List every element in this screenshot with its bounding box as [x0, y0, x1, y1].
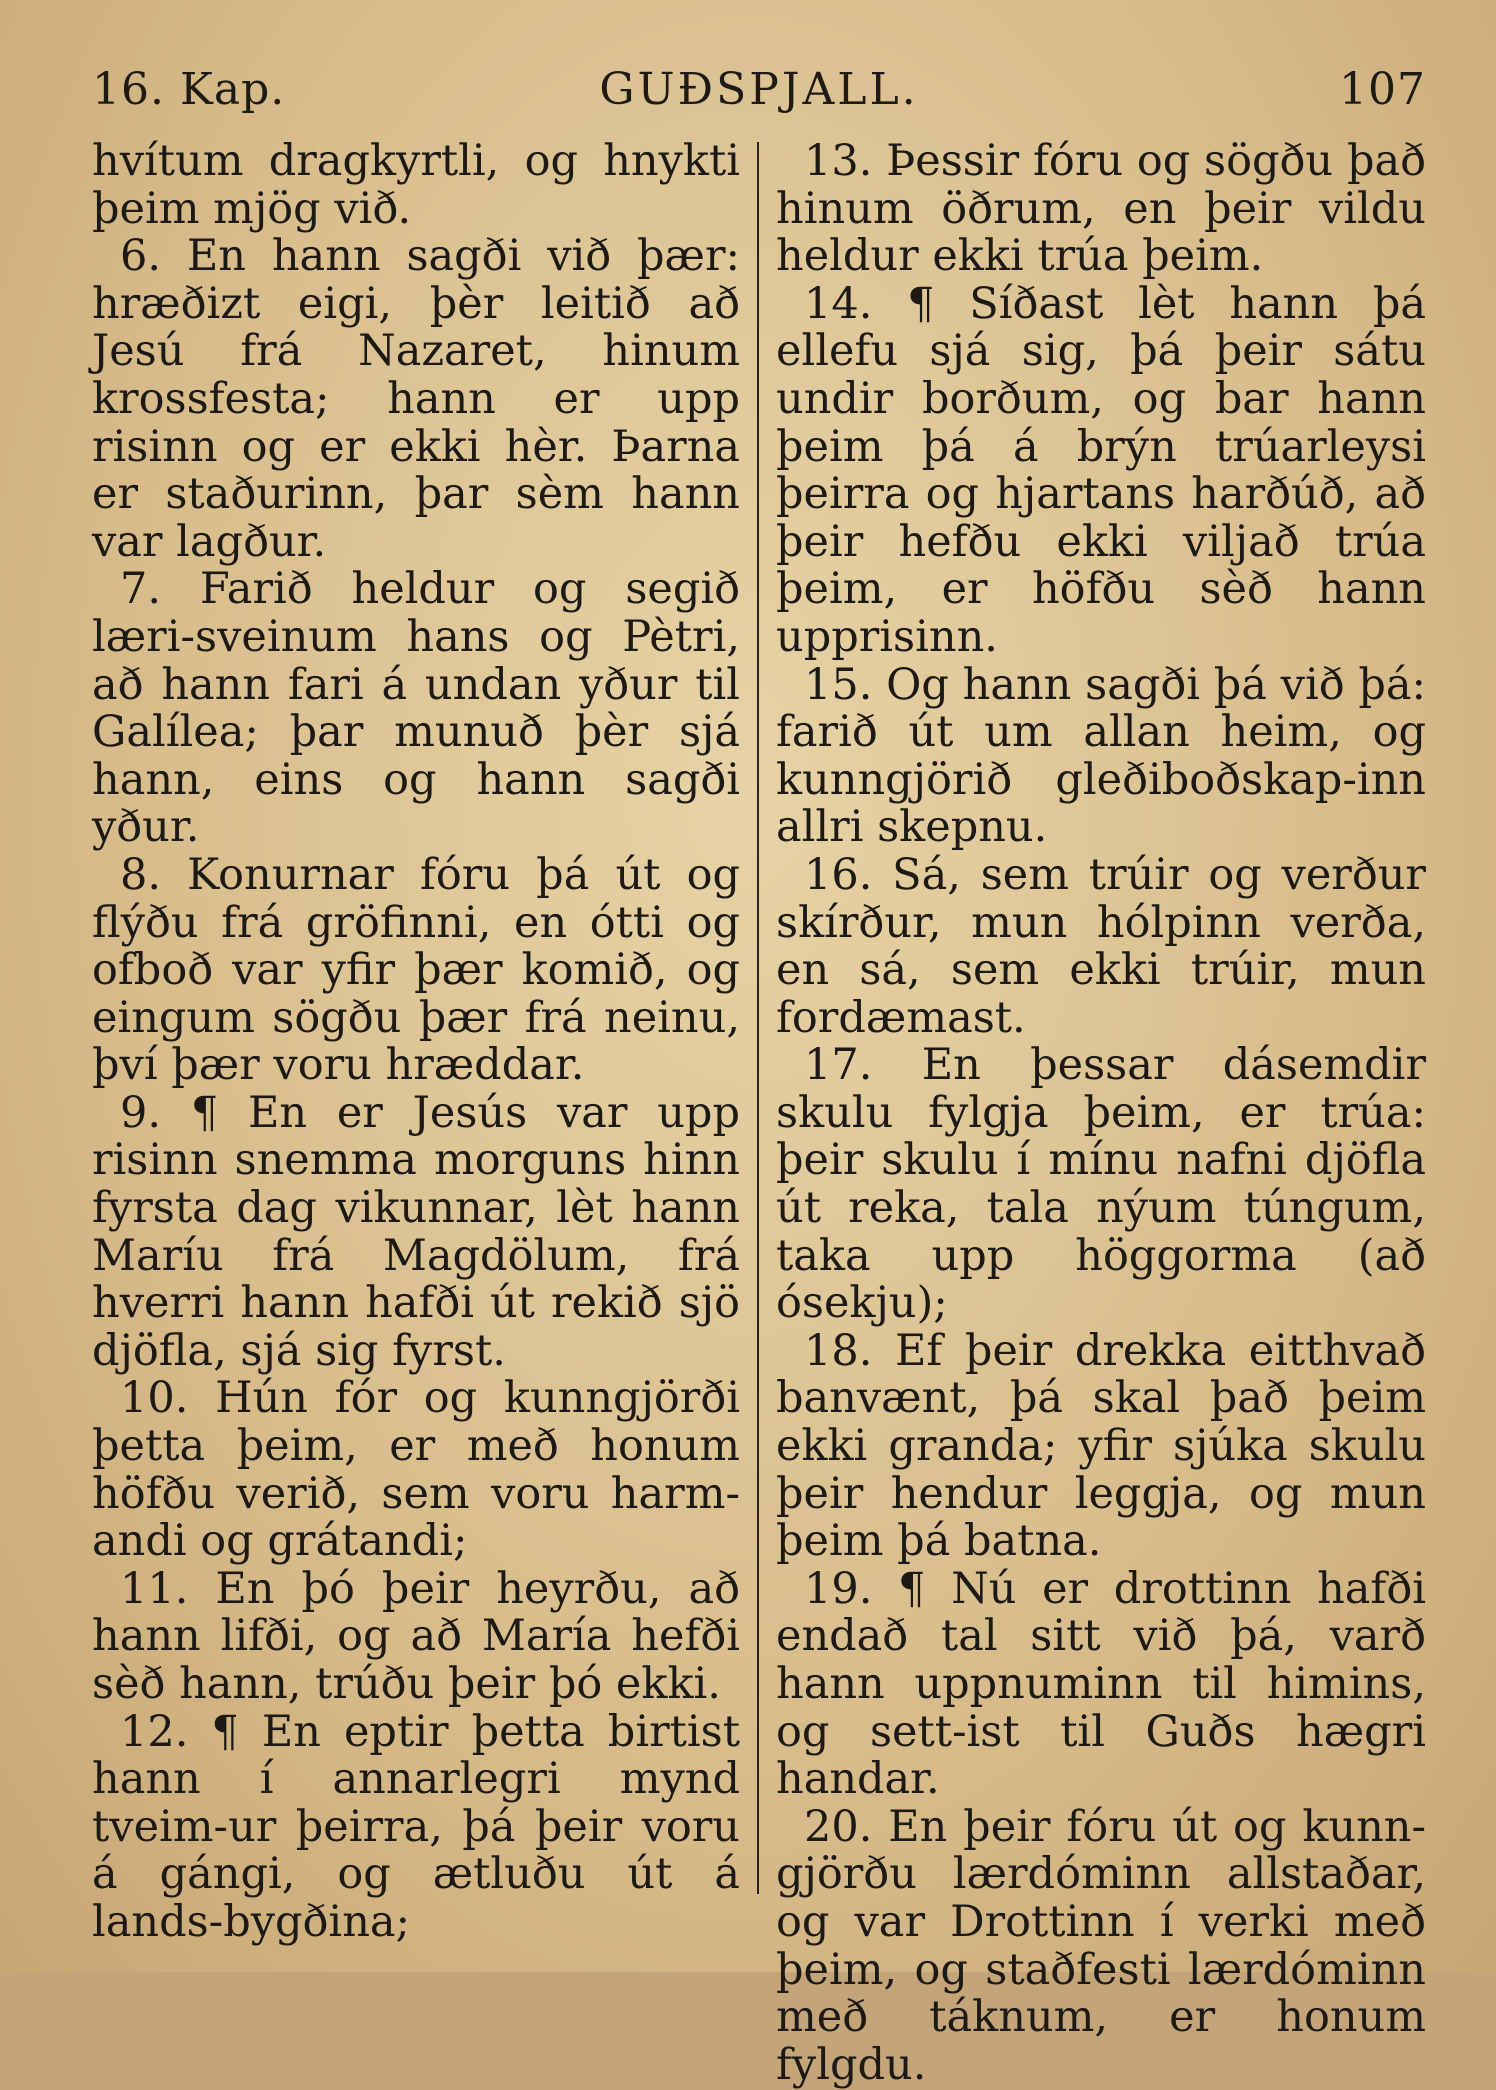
running-header	[92, 64, 1426, 124]
chapter-label: 16. Kap.	[92, 64, 286, 115]
left-column	[92, 138, 740, 1947]
verse-paragraph: 13. Þessir fóru og sögðu það hinum öðrum, en þeir vildu heldur ekki trúa þeim.	[776, 136, 1426, 282]
verse-paragraph: 17. En þessar dásemdir skulu fylgja þeim, er trúa: þeir skulu í mínu nafni djöfla út reka, tala nýum túngum, taka upp höggorma (að ósekju);	[776, 1040, 1426, 1329]
verse-paragraph: 20. En þeir fóru út og kunn-gjörðu lærdóminn allstaðar, og var Drottinn í verki með þeim, og staðfesti lærdóminn með táknum, er honum fylgdu.	[776, 1801, 1426, 2090]
verse-paragraph: 7. Farið heldur og segið læri-sveinum hans og Pètri, að hann fari á undan yður til Galílea; þar munuð þèr sjá hann, eins og hann sagði yður.	[92, 564, 740, 853]
verse-paragraph: hvítum dragkyrtli, og hnykti þeim mjög við.	[92, 136, 740, 234]
verse-paragraph: 12. ¶ En eptir þetta birtist hann í annarlegri mynd tveim-ur þeirra, þá þeir voru á gángi, og ætluðu út á lands-bygðina;	[92, 1706, 740, 1947]
verse-paragraph: 18. Ef þeir drekka eitthvað banvænt, þá skal það þeim ekki granda; yfir sjúka skulu þeir hendur leggja, og mun þeim þá batna.	[776, 1325, 1426, 1567]
verse-paragraph: 10. Hún fór og kunngjörði þetta þeim, er með honum höfðu verið, sem voru harm-andi og grátandi;	[92, 1373, 740, 1567]
verse-paragraph: 16. Sá, sem trúir og verður skírður, mun hólpinn verða, en sá, sem ekki trúir, mun fordæmast.	[776, 849, 1426, 1043]
verse-paragraph: 15. Og hann sagði þá við þá: farið út um allan heim, og kunngjörið gleðiboðskap-inn allri skepnu.	[776, 659, 1426, 853]
right-column	[776, 138, 1426, 2089]
verse-paragraph: 8. Konurnar fóru þá út og flýðu frá gröfinni, en ótti og ofboð var yfir þær komið, og eingum sögðu þær frá neinu, því þær voru hræddar.	[92, 849, 740, 1091]
verse-paragraph: 11. En þó þeir heyrðu, að hann lifði, og að María hefði sèð hann, trúðu þeir þó ekki.	[92, 1563, 740, 1709]
verse-paragraph: 9. ¶ En er Jesús var upp risinn snemma morguns hinn fyrsta dag vikunnar, lèt hann Maríu frá Magdölum, frá hverri hann hafði út rekið sjö djöfla, sjá sig fyrst.	[92, 1087, 740, 1376]
page-number: 107	[1339, 64, 1426, 115]
verse-paragraph: 19. ¶ Nú er drottinn hafði endað tal sitt við þá, varð hann uppnuminn til himins, og sett-ist til Guðs hægri handar.	[776, 1563, 1426, 1805]
verse-paragraph: 14. ¶ Síðast lèt hann þá ellefu sjá sig, þá þeir sátu undir borðum, og bar hann þeim þá á brýn trúarleysi þeirra og hjartans harðúð, að þeir hefðu ekki viljað trúa þeim, er höfðu sèð hann upprisinn.	[776, 278, 1426, 662]
page-title: GUÐSPJALL.	[599, 64, 919, 115]
column-divider	[757, 142, 759, 1894]
verse-paragraph: 6. En hann sagði við þær: hræðizt eigi, þèr leitið að Jesú frá Nazaret, hinum krossfesta; hann er upp risinn og er ekki hèr. Þarna er staðurinn, þar sèm hann var lagður.	[92, 231, 740, 567]
